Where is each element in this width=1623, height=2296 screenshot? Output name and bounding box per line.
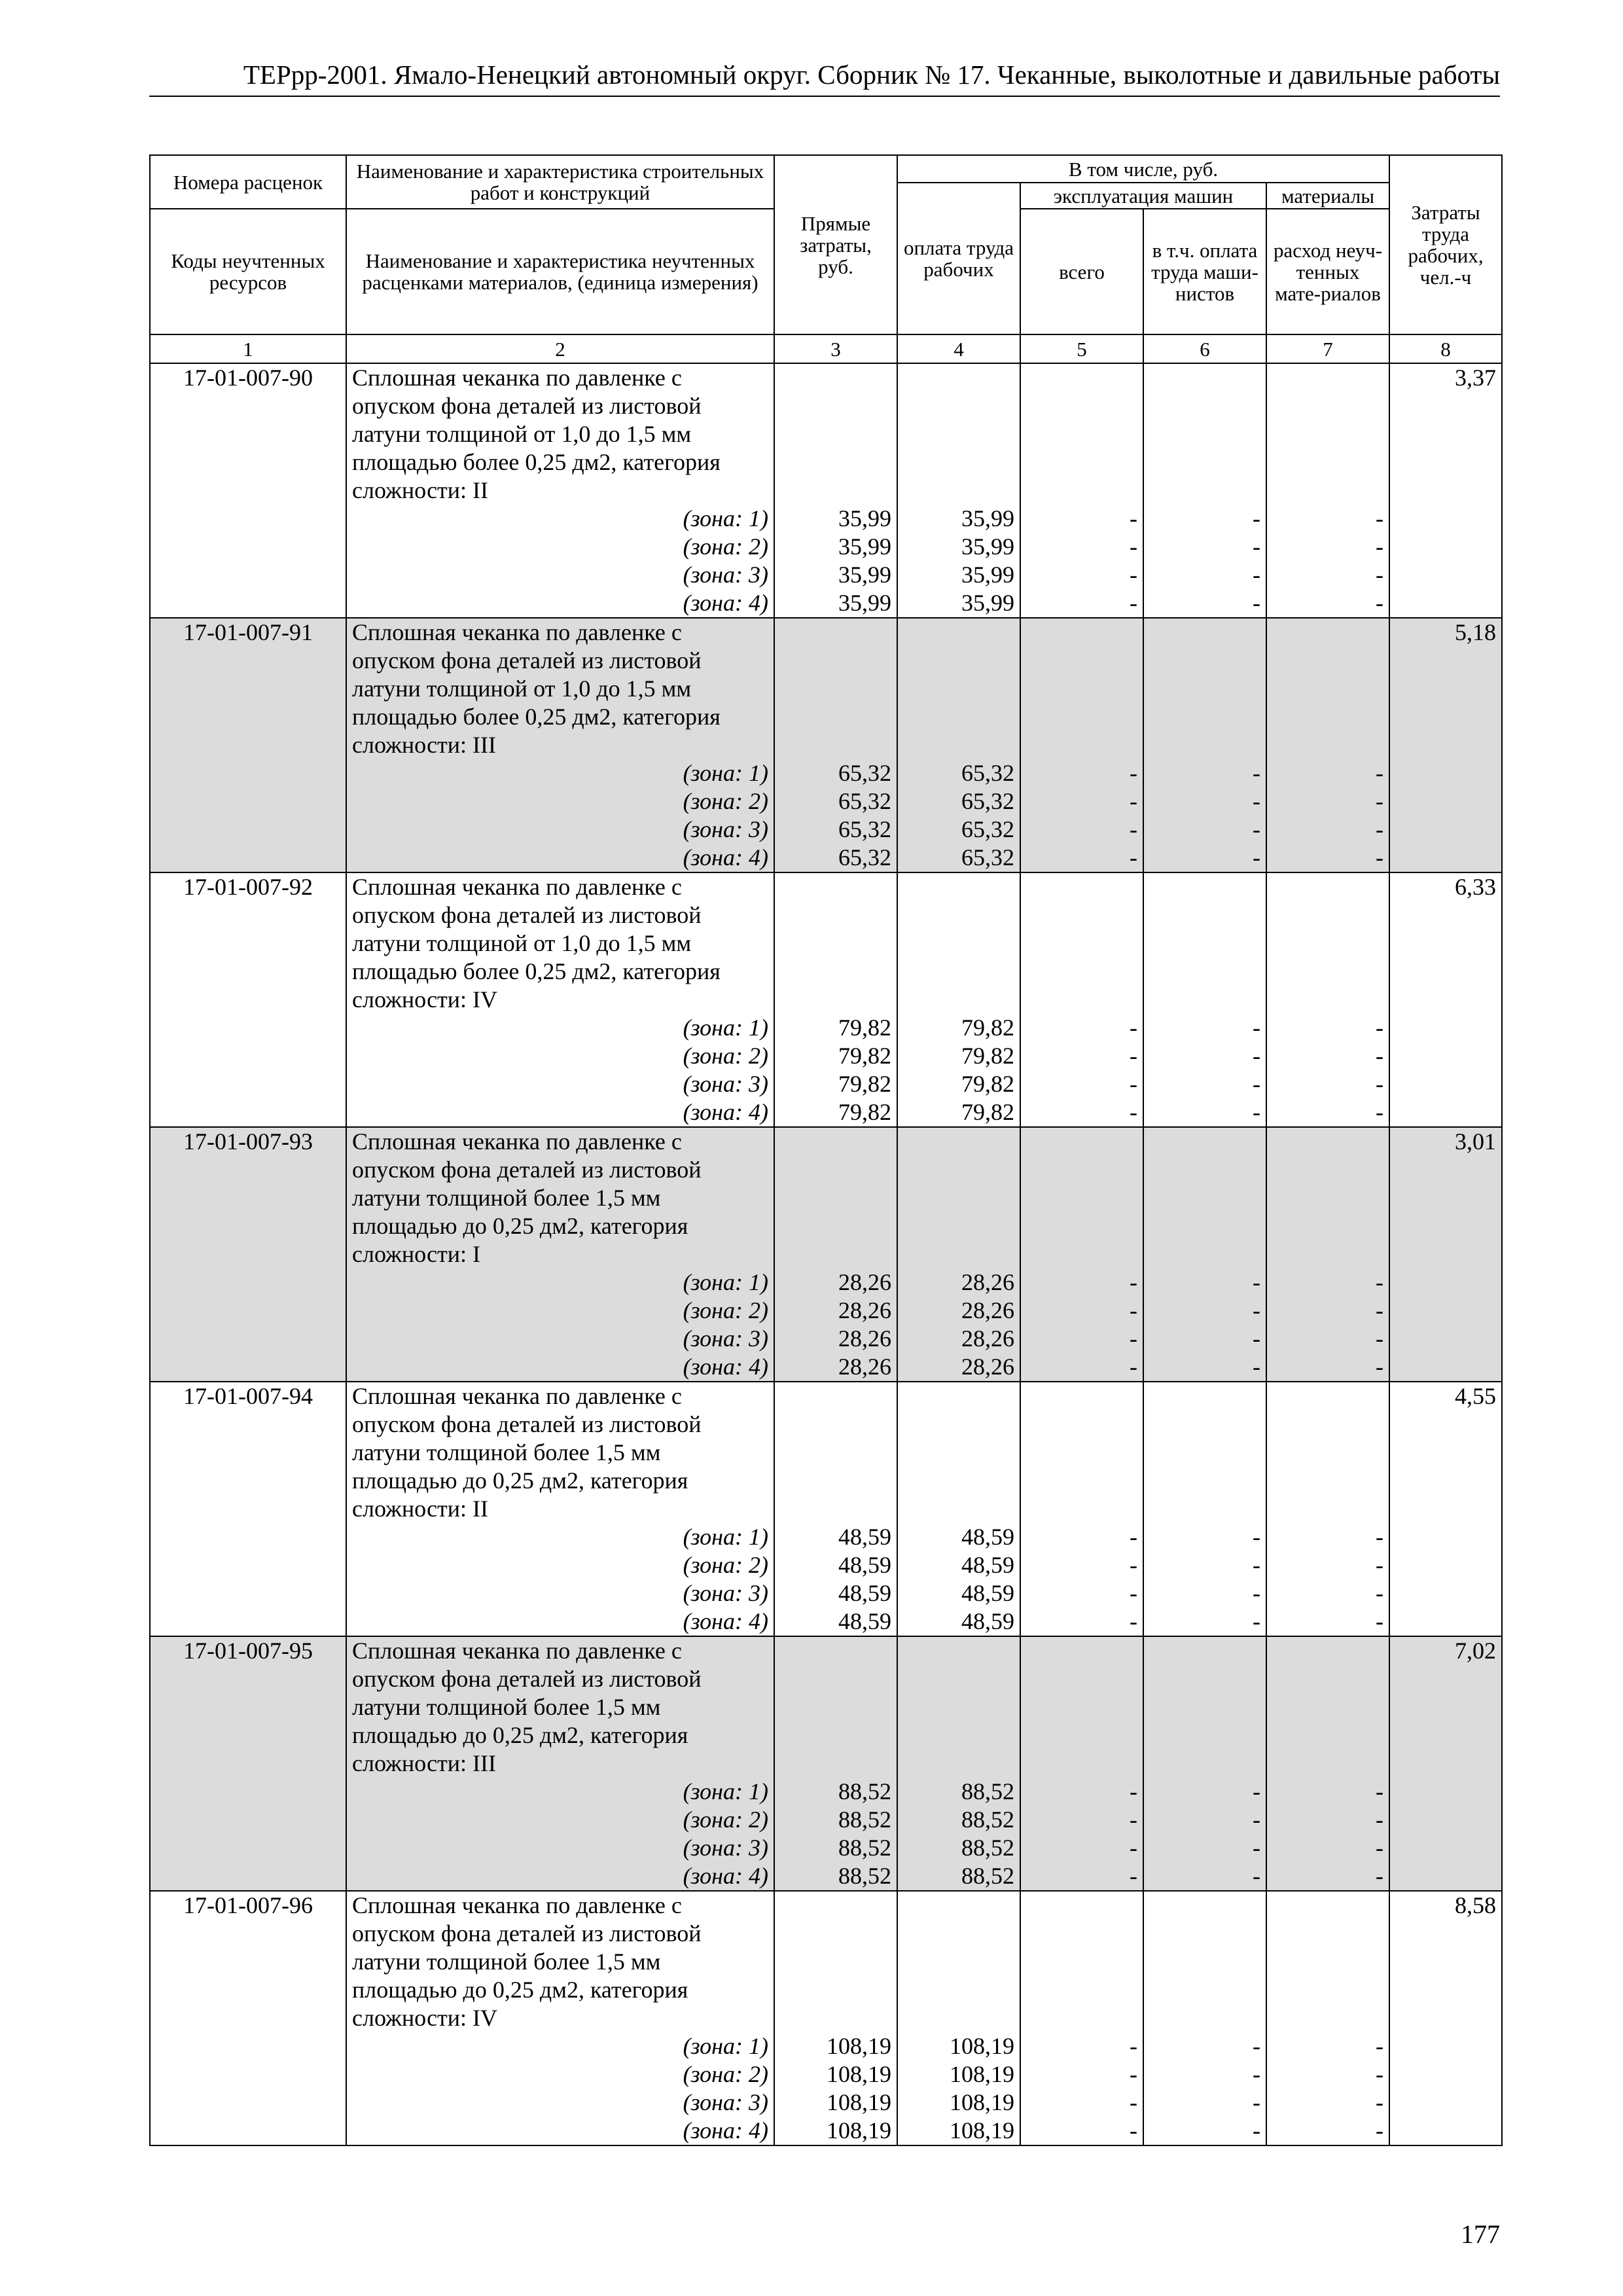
worker-pay-value-cell (897, 1636, 1020, 1891)
machinist-pay-value: - (1253, 1099, 1260, 1125)
machines-total-value: - (1130, 1325, 1137, 1352)
materials-usage-value-cell (1266, 872, 1389, 1127)
worker-pay-value: 65,32 (961, 760, 1014, 786)
worker-pay-value-cell (897, 363, 1020, 618)
machinist-pay-value-cell (1143, 618, 1266, 872)
materials-usage-value: - (1376, 1071, 1384, 1097)
rate-description: Сплошная чеканка по давленке с опуском фона деталей из листовой латуни толщиной более 1,5 мм площадью до 0,25 дм2, категория сложности: IV (352, 1892, 702, 2031)
zone-label: (зона: 2) (683, 2061, 768, 2087)
table-row (150, 1127, 1502, 1382)
worker-pay-value-cell (897, 618, 1020, 872)
rate-description-cell (346, 1127, 774, 1382)
zone-label: (зона: 3) (683, 2089, 768, 2115)
labor-cost-value: 7,02 (1455, 1638, 1497, 1664)
zone-label: (зона: 4) (683, 1099, 768, 1125)
column-number: 3 (774, 334, 897, 363)
materials-usage-value: - (1376, 1043, 1384, 1069)
zone-label: (зона: 2) (683, 1806, 768, 1833)
direct-cost-value: 108,19 (827, 2117, 891, 2144)
machines-total-value: - (1130, 533, 1137, 560)
column-number: 5 (1020, 334, 1143, 363)
zone-label: (зона: 3) (683, 1580, 768, 1606)
worker-pay-value-cell (897, 1127, 1020, 1382)
direct-cost-value-cell (774, 618, 897, 872)
materials-usage-value: - (1376, 533, 1384, 560)
machinist-pay-value: - (1253, 1071, 1260, 1097)
worker-pay-value: 35,99 (961, 533, 1014, 560)
column-number: 2 (346, 334, 774, 363)
machinist-pay-value: - (1253, 1325, 1260, 1352)
machines-total-value: - (1130, 1269, 1137, 1295)
machines-total-value: - (1130, 1071, 1137, 1097)
direct-cost-value: 48,59 (838, 1580, 891, 1606)
materials-usage-value: - (1376, 1863, 1384, 1889)
machinist-pay-value: - (1253, 1552, 1260, 1578)
machinist-pay-value: - (1253, 562, 1260, 588)
rate-description: Сплошная чеканка по давленке с опуском фона деталей из листовой латуни толщиной от 1,0 до 1,5 мм площадью более 0,25 дм2, категория сложности: IV (352, 874, 721, 1013)
labor-cost-cell (1389, 872, 1502, 1127)
zone-label: (зона: 4) (683, 590, 768, 616)
machinist-pay-value: - (1253, 1608, 1260, 1634)
materials-usage-value: - (1376, 1099, 1384, 1125)
machinist-pay-value-cell (1143, 1891, 1266, 2145)
worker-pay-value: 35,99 (961, 505, 1014, 531)
rate-description-cell (346, 872, 774, 1127)
header-rate-numbers: Номера расценок (150, 155, 346, 209)
materials-usage-value-cell (1266, 1127, 1389, 1382)
materials-usage-value: - (1376, 1354, 1384, 1380)
materials-usage-value: - (1376, 788, 1384, 814)
table-row (150, 618, 1502, 872)
machines-total-value-cell (1020, 363, 1143, 618)
materials-usage-value-cell (1266, 618, 1389, 872)
zone-label: (зона: 3) (683, 1835, 768, 1861)
zone-label: (зона: 1) (683, 505, 768, 531)
machinist-pay-value: - (1253, 1354, 1260, 1380)
machines-total-value: - (1130, 1580, 1137, 1606)
worker-pay-value: 108,19 (950, 2033, 1014, 2059)
machines-total-value-cell (1020, 1382, 1143, 1636)
zone-label: (зона: 1) (683, 760, 768, 786)
column-number: 4 (897, 334, 1020, 363)
rate-description: Сплошная чеканка по давленке с опуском фона деталей из листовой латуни толщиной более 1,5 мм площадью до 0,25 дм2, категория сложности: I (352, 1128, 702, 1267)
materials-usage-value: - (1376, 760, 1384, 786)
machinist-pay-value-cell (1143, 363, 1266, 618)
materials-usage-value-cell (1266, 1636, 1389, 1891)
machines-total-value: - (1130, 1552, 1137, 1578)
machinist-pay-value: - (1253, 1863, 1260, 1889)
machinist-pay-value-cell (1143, 1127, 1266, 1382)
page-number: 177 (1461, 2219, 1500, 2249)
worker-pay-value-cell (897, 1891, 1020, 2145)
direct-cost-value: 65,32 (838, 760, 891, 786)
zone-label: (зона: 3) (683, 1325, 768, 1352)
machines-total-value: - (1130, 1099, 1137, 1125)
zone-label: (зона: 4) (683, 1863, 768, 1889)
direct-cost-value: 65,32 (838, 816, 891, 842)
machinist-pay-value: - (1253, 2117, 1260, 2144)
worker-pay-value: 88,52 (961, 1835, 1014, 1861)
materials-usage-value: - (1376, 1778, 1384, 1804)
direct-cost-value: 79,82 (838, 1014, 891, 1041)
machinist-pay-value: - (1253, 1043, 1260, 1069)
rate-description: Сплошная чеканка по давленке с опуском фона деталей из листовой латуни толщиной от 1,0 до 1,5 мм площадью более 0,25 дм2, категория сложности: II (352, 365, 721, 503)
machines-total-value: - (1130, 505, 1137, 531)
machinist-pay-value: - (1253, 1014, 1260, 1041)
column-number: 7 (1266, 334, 1389, 363)
table-row (150, 872, 1502, 1127)
machines-total-value: - (1130, 1014, 1137, 1041)
worker-pay-value: 88,52 (961, 1863, 1014, 1889)
labor-cost-value: 6,33 (1455, 874, 1497, 900)
labor-cost-cell (1389, 1127, 1502, 1382)
column-number: 6 (1143, 334, 1266, 363)
table-row (150, 1636, 1502, 1891)
materials-usage-value: - (1376, 2061, 1384, 2087)
direct-cost-value-cell (774, 1382, 897, 1636)
direct-cost-value: 35,99 (838, 590, 891, 616)
machines-total-value-cell (1020, 1127, 1143, 1382)
rate-description-cell (346, 363, 774, 618)
rate-code: 17-01-007-93 (150, 1127, 346, 1382)
machines-total-value: - (1130, 2117, 1137, 2144)
table-header (150, 155, 1502, 363)
materials-usage-value: - (1376, 1014, 1384, 1041)
materials-usage-value: - (1376, 2089, 1384, 2115)
machinist-pay-value: - (1253, 844, 1260, 870)
labor-cost-value: 3,37 (1455, 365, 1497, 391)
zone-label: (зона: 4) (683, 1608, 768, 1634)
machines-total-value-cell (1020, 1636, 1143, 1891)
column-number: 1 (150, 334, 346, 363)
zone-label: (зона: 3) (683, 562, 768, 588)
labor-cost-cell (1389, 363, 1502, 618)
machines-total-value: - (1130, 816, 1137, 842)
table-row (150, 1382, 1502, 1636)
header-resource-codes: Коды неучтенных ресурсов (150, 209, 346, 334)
materials-usage-value: - (1376, 1552, 1384, 1578)
machines-total-value: - (1130, 1297, 1137, 1323)
labor-cost-value: 4,55 (1455, 1383, 1497, 1409)
direct-cost-value: 35,99 (838, 562, 891, 588)
direct-cost-value: 88,52 (838, 1835, 891, 1861)
worker-pay-value: 108,19 (950, 2117, 1014, 2144)
machinist-pay-value: - (1253, 2089, 1260, 2115)
direct-cost-value-cell (774, 1636, 897, 1891)
zone-label: (зона: 4) (683, 844, 768, 870)
materials-usage-value: - (1376, 2033, 1384, 2059)
worker-pay-value-cell (897, 1382, 1020, 1636)
worker-pay-value-cell (897, 872, 1020, 1127)
rate-code: 17-01-007-96 (150, 1891, 346, 2145)
materials-usage-value: - (1376, 590, 1384, 616)
table-row (150, 1891, 1502, 2145)
machinist-pay-value-cell (1143, 872, 1266, 1127)
materials-usage-value: - (1376, 1806, 1384, 1833)
machinist-pay-value: - (1253, 1524, 1260, 1550)
direct-cost-value-cell (774, 872, 897, 1127)
machinist-pay-value: - (1253, 1835, 1260, 1861)
direct-cost-value: 28,26 (838, 1297, 891, 1323)
materials-usage-value-cell (1266, 363, 1389, 618)
materials-usage-value: - (1376, 1325, 1384, 1352)
column-number: 8 (1389, 334, 1502, 363)
direct-cost-value: 108,19 (827, 2061, 891, 2087)
direct-cost-value: 79,82 (838, 1071, 891, 1097)
worker-pay-value: 48,59 (961, 1608, 1014, 1634)
direct-cost-value: 48,59 (838, 1524, 891, 1550)
machines-total-value: - (1130, 1043, 1137, 1069)
table-body (150, 363, 1502, 2145)
machines-total-value: - (1130, 1354, 1137, 1380)
machines-total-value: - (1130, 760, 1137, 786)
direct-cost-value: 65,32 (838, 844, 891, 870)
rate-description: Сплошная чеканка по давленке с опуском фона деталей из листовой латуни толщиной более 1,5 мм площадью до 0,25 дм2, категория сложности: III (352, 1638, 702, 1776)
header-materials-usage: расход неуч-тенных мате-риалов (1266, 209, 1389, 334)
rate-code: 17-01-007-94 (150, 1382, 346, 1636)
header-machine-operation: эксплуатация машин (1020, 183, 1266, 209)
machines-total-value: - (1130, 562, 1137, 588)
direct-cost-value: 35,99 (838, 533, 891, 560)
worker-pay-value: 79,82 (961, 1014, 1014, 1041)
rate-description-cell (346, 1636, 774, 1891)
zone-label: (зона: 1) (683, 1014, 768, 1041)
machinist-pay-value: - (1253, 1297, 1260, 1323)
materials-usage-value: - (1376, 1269, 1384, 1295)
worker-pay-value: 48,59 (961, 1580, 1014, 1606)
labor-cost-cell (1389, 1636, 1502, 1891)
machinist-pay-value: - (1253, 533, 1260, 560)
machinist-pay-value: - (1253, 2061, 1260, 2087)
table-row (150, 363, 1502, 618)
machines-total-value: - (1130, 2089, 1137, 2115)
direct-cost-value: 88,52 (838, 1863, 891, 1889)
direct-cost-value: 48,59 (838, 1552, 891, 1578)
machinist-pay-value: - (1253, 505, 1260, 531)
direct-cost-value: 65,32 (838, 788, 891, 814)
worker-pay-value: 28,26 (961, 1354, 1014, 1380)
machines-total-value-cell (1020, 872, 1143, 1127)
machinist-pay-value-cell (1143, 1636, 1266, 1891)
machines-total-value-cell (1020, 618, 1143, 872)
machines-total-value: - (1130, 1863, 1137, 1889)
direct-cost-value-cell (774, 1127, 897, 1382)
worker-pay-value: 65,32 (961, 816, 1014, 842)
zone-label: (зона: 4) (683, 2117, 768, 2144)
rates-table (149, 154, 1503, 2146)
direct-cost-value: 28,26 (838, 1354, 891, 1380)
worker-pay-value: 28,26 (961, 1297, 1014, 1323)
machines-total-value: - (1130, 788, 1137, 814)
direct-cost-value: 28,26 (838, 1269, 891, 1295)
worker-pay-value: 35,99 (961, 562, 1014, 588)
header-name-works: Наименование и характеристика строительных работ и конструкций (346, 155, 774, 209)
machinist-pay-value-cell (1143, 1382, 1266, 1636)
labor-cost-cell (1389, 1891, 1502, 2145)
direct-cost-value: 88,52 (838, 1778, 891, 1804)
materials-usage-value: - (1376, 2117, 1384, 2144)
zone-label: (зона: 3) (683, 816, 768, 842)
labor-cost-value: 5,18 (1455, 619, 1497, 645)
worker-pay-value: 65,32 (961, 844, 1014, 870)
labor-cost-cell (1389, 1382, 1502, 1636)
machines-total-value: - (1130, 1524, 1137, 1550)
direct-cost-value: 108,19 (827, 2033, 891, 2059)
machines-total-value: - (1130, 590, 1137, 616)
zone-label: (зона: 3) (683, 1071, 768, 1097)
machines-total-value-cell (1020, 1891, 1143, 2145)
worker-pay-value: 65,32 (961, 788, 1014, 814)
rate-code: 17-01-007-95 (150, 1636, 346, 1891)
rate-description-cell (346, 618, 774, 872)
machinist-pay-value: - (1253, 1269, 1260, 1295)
direct-cost-value: 88,52 (838, 1806, 891, 1833)
materials-usage-value: - (1376, 505, 1384, 531)
header-including: В том числе, руб. (897, 155, 1389, 183)
machinist-pay-value: - (1253, 760, 1260, 786)
zone-label: (зона: 1) (683, 2033, 768, 2059)
header-direct-costs: Прямые затраты, руб. (774, 155, 897, 334)
zone-label: (зона: 1) (683, 1778, 768, 1804)
machinist-pay-value: - (1253, 816, 1260, 842)
direct-cost-value: 79,82 (838, 1099, 891, 1125)
worker-pay-value: 28,26 (961, 1325, 1014, 1352)
materials-usage-value: - (1376, 844, 1384, 870)
zone-label: (зона: 2) (683, 788, 768, 814)
zone-label: (зона: 1) (683, 1524, 768, 1550)
worker-pay-value: 108,19 (950, 2061, 1014, 2087)
machines-total-value: - (1130, 1835, 1137, 1861)
zone-label: (зона: 2) (683, 533, 768, 560)
materials-usage-value-cell (1266, 1891, 1389, 2145)
rate-description: Сплошная чеканка по давленке с опуском фона деталей из листовой латуни толщиной от 1,0 до 1,5 мм площадью более 0,25 дм2, категория сложности: III (352, 619, 721, 758)
worker-pay-value: 28,26 (961, 1269, 1014, 1295)
rate-code: 17-01-007-91 (150, 618, 346, 872)
worker-pay-value: 79,82 (961, 1071, 1014, 1097)
machinist-pay-value: - (1253, 590, 1260, 616)
direct-cost-value: 108,19 (827, 2089, 891, 2115)
rate-description-cell (346, 1382, 774, 1636)
header-name-materials: Наименование и характеристика неучтенных расценками материалов, (единица измерения) (346, 209, 774, 334)
machinist-pay-value: - (1253, 1778, 1260, 1804)
materials-usage-value: - (1376, 816, 1384, 842)
machinist-pay-value: - (1253, 2033, 1260, 2059)
machinist-pay-value: - (1253, 1806, 1260, 1833)
labor-cost-value: 3,01 (1455, 1128, 1497, 1155)
zone-label: (зона: 2) (683, 1552, 768, 1578)
labor-cost-value: 8,58 (1455, 1892, 1497, 1918)
worker-pay-value: 108,19 (950, 2089, 1014, 2115)
header-labor-costs: Затраты труда рабочих, чел.-ч (1389, 155, 1502, 334)
header-worker-pay: оплата труда рабочих (897, 183, 1020, 334)
machines-total-value: - (1130, 1806, 1137, 1833)
machinist-pay-value: - (1253, 1580, 1260, 1606)
running-header (149, 56, 1500, 97)
machines-total-value: - (1130, 2033, 1137, 2059)
direct-cost-value-cell (774, 1891, 897, 2145)
header-materials: материалы (1266, 183, 1389, 209)
materials-usage-value: - (1376, 1524, 1384, 1550)
direct-cost-value: 35,99 (838, 505, 891, 531)
materials-usage-value: - (1376, 562, 1384, 588)
zone-label: (зона: 2) (683, 1297, 768, 1323)
worker-pay-value: 35,99 (961, 590, 1014, 616)
rate-description-cell (346, 1891, 774, 2145)
direct-cost-value: 48,59 (838, 1608, 891, 1634)
column-numbers-row (150, 334, 1502, 363)
materials-usage-value: - (1376, 1835, 1384, 1861)
machines-total-value: - (1130, 1778, 1137, 1804)
direct-cost-value-cell (774, 363, 897, 618)
header-machines-total: всего (1020, 209, 1143, 334)
machines-total-value: - (1130, 1608, 1137, 1634)
materials-usage-value-cell (1266, 1382, 1389, 1636)
header-machinist-pay: в т.ч. оплата труда маши-нистов (1143, 209, 1266, 334)
worker-pay-value: 79,82 (961, 1099, 1014, 1125)
direct-cost-value: 79,82 (838, 1043, 891, 1069)
worker-pay-value: 48,59 (961, 1552, 1014, 1578)
rate-code: 17-01-007-92 (150, 872, 346, 1127)
worker-pay-value: 88,52 (961, 1778, 1014, 1804)
rate-code: 17-01-007-90 (150, 363, 346, 618)
worker-pay-value: 88,52 (961, 1806, 1014, 1833)
labor-cost-cell (1389, 618, 1502, 872)
machines-total-value: - (1130, 844, 1137, 870)
machinist-pay-value: - (1253, 788, 1260, 814)
machines-total-value: - (1130, 2061, 1137, 2087)
zone-label: (зона: 2) (683, 1043, 768, 1069)
materials-usage-value: - (1376, 1580, 1384, 1606)
rate-description: Сплошная чеканка по давленке с опуском фона деталей из листовой латуни толщиной более 1,5 мм площадью до 0,25 дм2, категория сложности: II (352, 1383, 702, 1522)
materials-usage-value: - (1376, 1608, 1384, 1634)
running-header-title: ТЕРрр-2001. Ямало-Ненецкий автономный округ. Сборник № 17. Чеканные, выколотные и давильные работы (243, 60, 1500, 90)
materials-usage-value: - (1376, 1297, 1384, 1323)
direct-cost-value: 28,26 (838, 1325, 891, 1352)
zone-label: (зона: 1) (683, 1269, 768, 1295)
zone-label: (зона: 4) (683, 1354, 768, 1380)
worker-pay-value: 48,59 (961, 1524, 1014, 1550)
worker-pay-value: 79,82 (961, 1043, 1014, 1069)
